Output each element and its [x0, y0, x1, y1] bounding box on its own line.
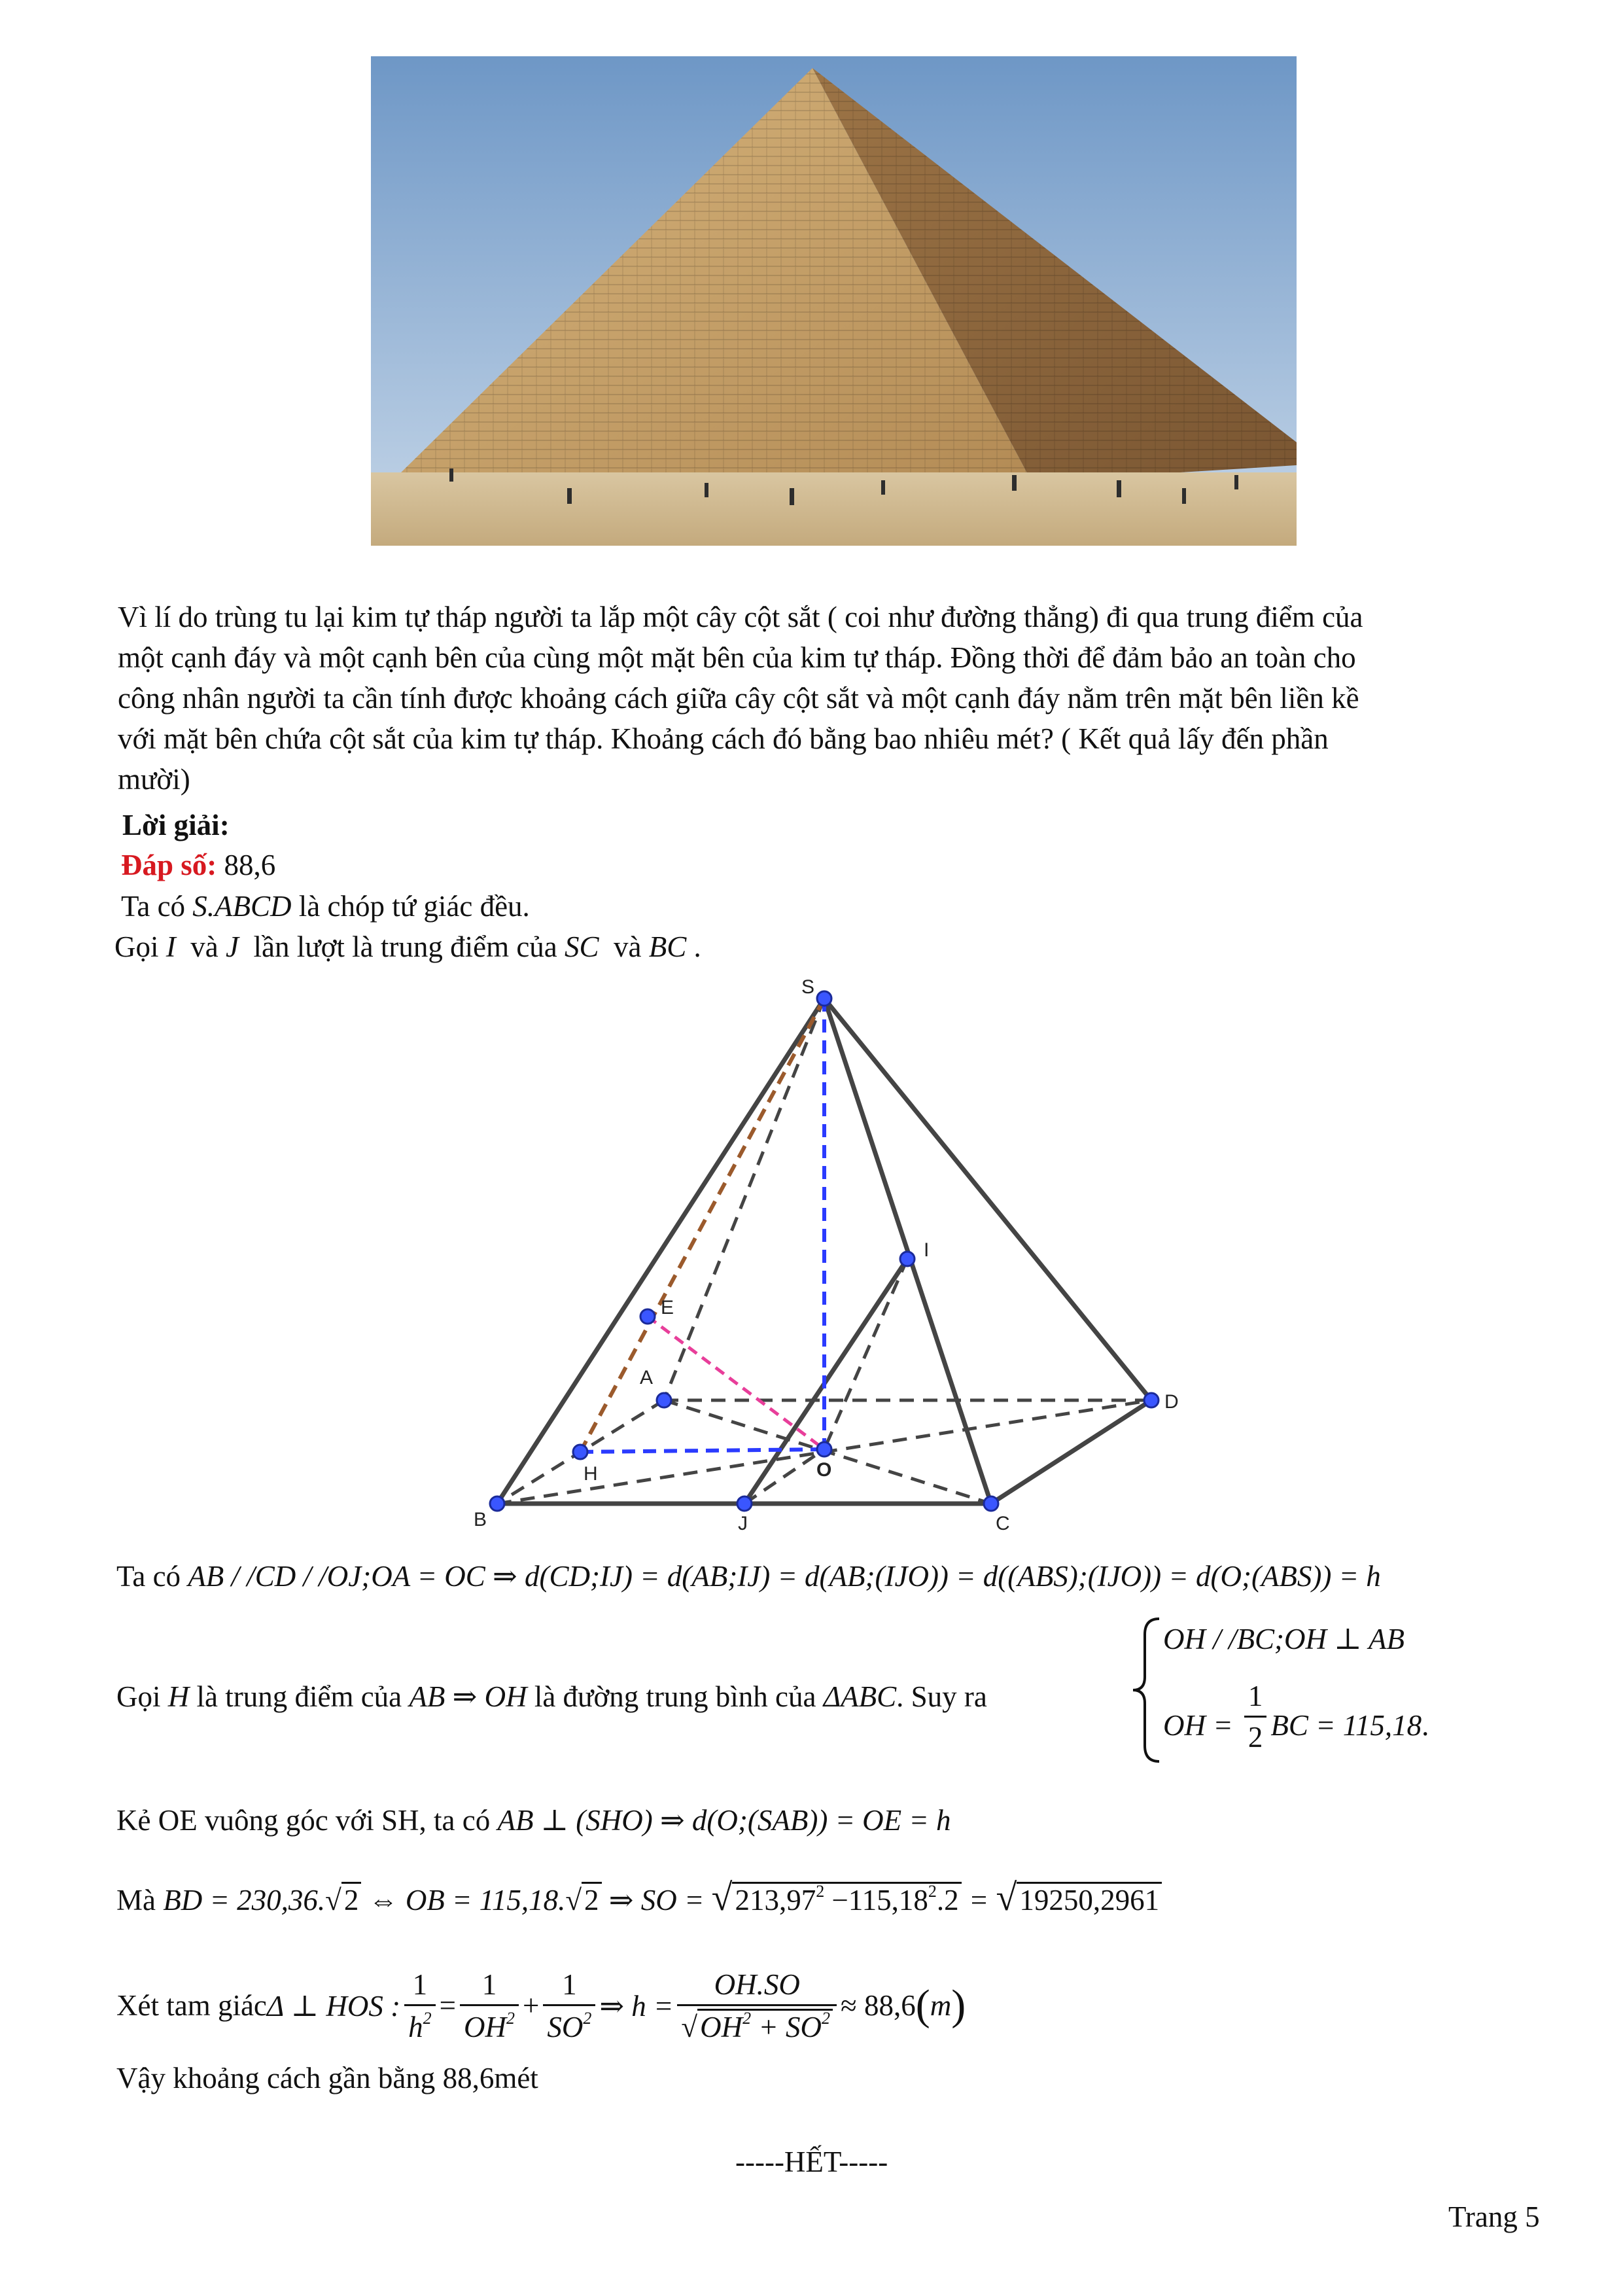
unit: mét	[494, 2062, 538, 2094]
math-expression: AB / /CD / /OJ;OA = OC ⇒ d(CD;IJ) = d(AB;IJ) = d(AB;(IJO)) = d((ABS);(IJO)) = d(O;(ABS)) = h	[188, 1560, 1381, 1593]
system-line-1: OH / /BC;OH ⊥ AB	[1163, 1623, 1405, 1655]
math-text: BD = 230,36.	[163, 1884, 326, 1916]
problem-line: Vì lí do trùng tu lại kim tự tháp người ta lắp một cây cột sắt ( coi như đường thẳng) đi qua trung điểm của	[118, 601, 1363, 633]
math-text: Δ ⊥ HOS :	[266, 1989, 401, 2022]
exponent: 2	[423, 2008, 432, 2028]
seg-SH	[580, 998, 824, 1452]
math-BC: BC	[648, 930, 687, 963]
label-O: O	[816, 1459, 832, 1481]
approx-value: ≈ 88,6	[841, 1989, 916, 2022]
fraction-denominator: h	[408, 2010, 423, 2043]
solution-line-2	[114, 927, 701, 967]
text: là trung điểm của	[189, 1680, 410, 1713]
text: Ta có	[116, 1560, 188, 1593]
answer-value: 88,6	[224, 849, 276, 881]
exponent: 2	[928, 1882, 937, 1901]
text: Mà	[116, 1884, 164, 1916]
text: Ta có	[121, 890, 193, 923]
sqrt-radicand: 2	[582, 1882, 602, 1916]
text: Xét tam giác	[116, 1989, 267, 2022]
edge-SA	[664, 998, 824, 1400]
seg-HO	[580, 1449, 824, 1452]
edge-SB	[497, 998, 824, 1504]
point-D	[1144, 1393, 1159, 1407]
sqrt-part: −115,18	[824, 1884, 928, 1916]
text: và	[599, 930, 649, 963]
conclusion	[116, 2061, 538, 2095]
fraction-numerator: 1	[1248, 1680, 1263, 1712]
math-text: =	[961, 1884, 996, 1916]
sqrt-part: .2	[936, 1884, 959, 1916]
text: Kẻ OE vuông góc với SH, ta có	[116, 1804, 498, 1837]
page-number: Trang 5	[1448, 2200, 1540, 2233]
text: Vậy khoảng cách gần bằng	[116, 2062, 443, 2094]
math-SC: SC	[565, 930, 599, 963]
math-triangle: ΔABC	[823, 1680, 897, 1713]
exponent: 2	[822, 2008, 830, 2028]
seg-OE	[648, 1316, 824, 1449]
math-J: J	[225, 930, 239, 963]
equation-2	[116, 1679, 987, 1714]
label-D: D	[1164, 1391, 1179, 1413]
pyramid-diagram	[458, 975, 1210, 1538]
pyramid-photo	[371, 56, 1297, 546]
math-sabcd: S.ABCD	[192, 890, 292, 923]
fraction-numerator: 1	[412, 1968, 428, 2001]
point-S	[817, 991, 831, 1006]
math-operator: +	[522, 1989, 540, 2022]
exponent: 2	[506, 2008, 515, 2028]
problem-line: một cạnh đáy và một cạnh bên của cùng một mặt bên của kim tự tháp. Đồng thời để đảm bảo an toàn cho	[118, 641, 1356, 674]
fraction-denominator: 2	[1244, 1716, 1267, 1754]
math-expression: AB ⇒ OH	[409, 1680, 527, 1713]
problem-line: mười)	[118, 763, 190, 796]
fraction-denominator: OH	[463, 2010, 506, 2043]
label-J: J	[738, 1513, 748, 1534]
fraction-denominator: OH	[700, 2010, 743, 2043]
label-H: H	[584, 1463, 598, 1485]
problem-text	[118, 597, 1363, 800]
unit: m	[930, 1989, 952, 2022]
math-text: ⇒ SO =	[601, 1884, 712, 1916]
fraction-numerator: 1	[562, 1968, 577, 2001]
math-I: I	[166, 930, 176, 963]
text: Gọi	[116, 1680, 168, 1713]
text: lần lượt là trung điểm của	[238, 930, 565, 963]
solution-title: Lời giải:	[122, 809, 230, 841]
solution-line-1	[121, 886, 530, 927]
fraction-numerator: OH.SO	[714, 1968, 800, 2001]
point-E	[640, 1309, 655, 1324]
problem-line: với mặt bên chứa cột sắt của kim tự tháp. Khoảng cách đó bằng bao nhiêu mét? ( Kết quả lấy đến phần	[118, 722, 1329, 755]
math-H: H	[167, 1680, 190, 1713]
point-B	[490, 1496, 504, 1511]
label-B: B	[474, 1509, 487, 1530]
math-operator: ⇒ h =	[599, 1989, 674, 2022]
answer-label: Đáp số:	[121, 849, 217, 881]
exponent: 2	[742, 2008, 752, 2028]
fraction-denominator: + SO	[751, 2010, 822, 2043]
text: . Suy ra	[896, 1680, 987, 1713]
label-I: I	[924, 1239, 930, 1261]
point-J	[737, 1496, 752, 1511]
edge-SD	[824, 998, 1151, 1400]
fraction-denominator: SO	[547, 2010, 584, 2043]
math-text: BC = 115,18	[1270, 1709, 1422, 1742]
point-A	[657, 1393, 671, 1407]
math-expression: AB ⊥ (SHO) ⇒ d(O;(SAB)) = OE = h	[497, 1804, 951, 1837]
math-operator: =	[439, 1989, 456, 2022]
label-E: E	[661, 1297, 674, 1318]
fraction-numerator: 1	[481, 1968, 497, 2001]
point-C	[984, 1496, 998, 1511]
equation-4: Mà BD = 230,36.√2 ⇔ OB = 115,18.√2 ⇒ SO = $√213,97^2 -115,18^2.2 = √19250,2961$	[116, 1875, 1162, 1919]
problem-line: công nhân người ta cần tính được khoảng cách giữa cây cột sắt và một cạnh đáy nằm trên mặt bên liền kề	[118, 682, 1359, 715]
answer-line	[121, 845, 275, 885]
point-I	[900, 1252, 915, 1266]
math-text: ⇔ OB = 115,18.	[361, 1884, 566, 1916]
label-A: A	[640, 1367, 654, 1388]
equation-5: Xét tam giác Δ ⊥ HOS : $\frac{1}{h^2}$ = $\frac{1}{OH^2}$ + $\frac{1}{SO^2}$ ⇒ h = $\frac{OH.SO}{√OH^2 + SO^2}$ ≈ 88,6 ( m )	[116, 1968, 966, 2043]
sqrt-radicand: 19250,2961	[1017, 1882, 1162, 1916]
point-O	[817, 1442, 831, 1457]
equation-1	[116, 1559, 1381, 1593]
conclusion-value: 88,6	[442, 2062, 495, 2094]
system-brace	[1126, 1615, 1166, 1765]
text: .	[1422, 1709, 1429, 1742]
seg-IO	[824, 1259, 907, 1449]
label-S: S	[801, 976, 815, 998]
text: là chóp tứ giác đều.	[291, 890, 530, 923]
text: và	[175, 930, 226, 963]
sqrt-part: 213,97	[735, 1884, 816, 1916]
equation-3	[116, 1803, 951, 1837]
text: là đường trung bình của	[527, 1680, 824, 1713]
point-H	[573, 1445, 587, 1459]
text: Gọi	[114, 930, 166, 963]
exponent: 2	[583, 2008, 592, 2028]
math-text: OH =	[1163, 1709, 1240, 1742]
end-marker: -----HẾT-----	[735, 2146, 888, 2178]
sqrt-radicand: 2	[341, 1882, 362, 1916]
label-C: C	[996, 1513, 1010, 1534]
system-line-2	[1163, 1679, 1429, 1754]
exponent: 2	[816, 1882, 825, 1901]
edge-CD	[991, 1400, 1151, 1504]
text: .	[686, 930, 701, 963]
